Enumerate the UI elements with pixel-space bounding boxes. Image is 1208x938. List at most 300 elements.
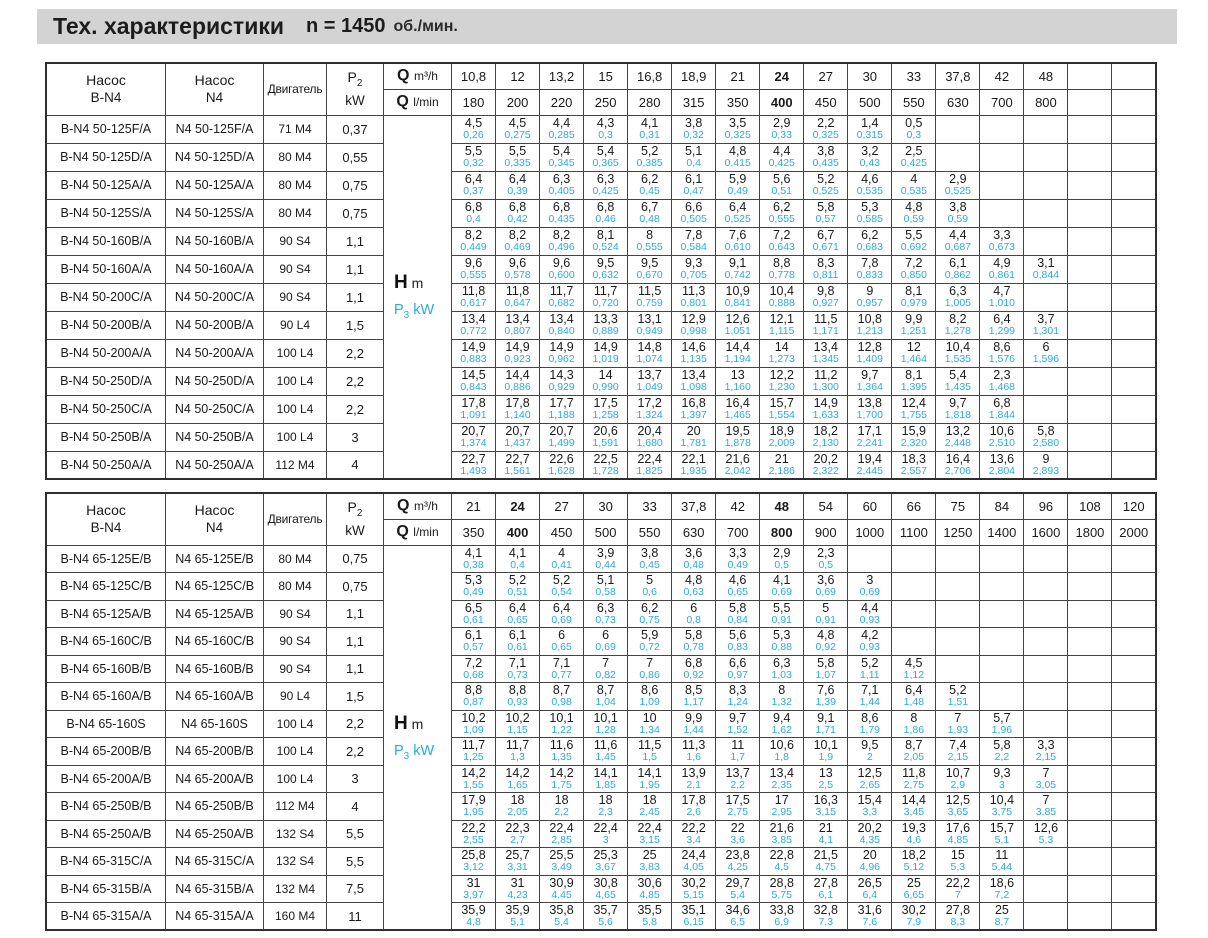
data-cell	[672, 573, 716, 601]
head-m-value: 6,4	[508, 171, 527, 186]
data-cell	[1068, 423, 1112, 451]
data-cell	[892, 683, 936, 711]
data-cell	[760, 793, 804, 821]
head-m-value: 4,1	[464, 545, 483, 560]
data-cell	[716, 395, 760, 423]
p3-kw-value: 0,51	[507, 586, 528, 598]
head-m-value: 9,9	[905, 311, 923, 326]
data-cell	[584, 628, 628, 656]
p3-kw-value: 0,75	[639, 613, 660, 626]
data-cell	[452, 339, 496, 367]
p3-kw-value: 1,700	[856, 408, 883, 421]
head-m-value: 5,2	[817, 171, 835, 186]
data-cell	[1024, 848, 1068, 876]
data-cell	[892, 765, 936, 793]
data-cell	[1068, 875, 1112, 903]
head-m-value: 6,1	[508, 628, 527, 642]
p3-kw-value: 2,3	[598, 806, 613, 818]
data-cell	[716, 143, 760, 171]
p3-kw-value: 1,576	[988, 352, 1016, 365]
data-cell	[1024, 255, 1068, 283]
pump-b-name: B-N4 65-200A/B	[46, 765, 166, 793]
head-m-value: 22,7	[461, 451, 486, 466]
head-m-value: 3,8	[684, 115, 703, 130]
p3-kw-value: 2,85	[551, 833, 572, 846]
head-m-value: 4,7	[993, 283, 1011, 298]
data-cell	[1112, 738, 1156, 766]
q-m3h-value: 27	[804, 63, 848, 89]
data-cell	[628, 600, 672, 628]
p3-kw-value: 0,69	[595, 641, 616, 653]
head-m-value: 13,6	[989, 451, 1015, 466]
q-m3h-value: 24	[760, 63, 804, 89]
q-lmin-value: 220	[540, 89, 584, 115]
head-m-value: 11,3	[681, 738, 706, 752]
data-cell	[496, 545, 540, 573]
q-m3h-value: 18,9	[672, 63, 716, 89]
col-header-p2: $P_2$ kW	[327, 493, 384, 545]
head-m-value: 6,4	[508, 600, 527, 615]
p2-value: 2,2	[327, 395, 384, 423]
data-cell	[1112, 143, 1156, 171]
p3-kw-value: 4,65	[595, 888, 616, 901]
head-m-value: 27,8	[813, 875, 838, 890]
data-cell	[760, 143, 804, 171]
data-cell	[1068, 600, 1112, 628]
head-m-value: 4,4	[949, 227, 967, 242]
head-m-value: 2,3	[993, 367, 1011, 382]
data-cell	[584, 793, 628, 821]
p3-kw-value: 2,35	[771, 778, 792, 791]
p3-kw-value: 1,755	[900, 408, 927, 421]
p2-value: 0,55	[327, 143, 384, 171]
data-cell	[848, 710, 892, 738]
head-m-value: 11	[731, 738, 745, 752]
data-cell	[848, 848, 892, 876]
p3-kw-value: 1,825	[636, 464, 663, 477]
p3-kw-value: 0,833	[856, 268, 883, 281]
data-cell	[716, 903, 760, 931]
head-m-value: 8,1	[596, 227, 615, 242]
head-m-value: 6,3	[949, 283, 967, 298]
data-cell	[892, 367, 936, 395]
head-m-value: 4,8	[684, 573, 703, 587]
pump-n-name: N4 50-125A/A	[166, 171, 264, 199]
data-cell	[672, 395, 716, 423]
data-cell	[496, 600, 540, 628]
p3-kw-value: 1,09	[463, 723, 484, 736]
p3-kw-value: 0,73	[507, 668, 528, 681]
p3-kw-value: 0,949	[636, 324, 663, 337]
data-cell	[936, 765, 980, 793]
p3-kw-value: 1,935	[680, 464, 707, 477]
data-cell	[584, 848, 628, 876]
p3-kw-value: 1,561	[504, 464, 531, 477]
pump-b-name: B-N4 50-250C/A	[46, 395, 166, 423]
p3-kw-value: 0,33	[771, 128, 792, 141]
q-m3h-value: 120	[1112, 493, 1156, 519]
p3-kw-value: 0,886	[504, 380, 531, 393]
data-cell	[980, 199, 1024, 227]
head-m-value: 9,6	[552, 255, 571, 270]
p3-kw-value: 1,300	[812, 380, 839, 393]
q-lmin-value: 450	[804, 89, 848, 115]
head-m-value: 3,6	[684, 545, 703, 560]
table-row	[46, 793, 1156, 821]
p3-kw-value: 0,883	[460, 352, 487, 365]
p3-kw-value: 0,385	[636, 156, 663, 169]
q-m3h-value: 60	[848, 493, 892, 519]
head-m-value: 2,9	[773, 115, 791, 130]
p3-kw-value: 5,4	[730, 888, 745, 901]
p3-kw-value: 0,647	[504, 296, 531, 309]
head-m-value: 9,6	[464, 255, 483, 270]
p3-kw-value: 1,345	[812, 352, 839, 365]
p3-kw-value: 0,49	[727, 558, 748, 571]
p3-kw-value: 0,54	[551, 586, 572, 598]
head-m-value: 22,4	[637, 820, 662, 835]
p3-kw-value: 0,435	[548, 212, 575, 225]
data-cell	[540, 143, 584, 171]
head-m-value: 25,8	[461, 848, 486, 862]
p3-kw-value: 0,844	[1032, 268, 1060, 281]
table-65-series	[45, 492, 1157, 931]
motor-size: 90 L4	[264, 311, 327, 339]
data-cell	[540, 573, 584, 601]
data-cell	[672, 451, 716, 479]
data-cell	[980, 600, 1024, 628]
head-m-value: 17,8	[505, 395, 530, 410]
data-cell	[980, 283, 1024, 311]
head-m-value: 21,5	[813, 848, 838, 862]
p3-kw-value: 2,448	[944, 436, 971, 449]
p3-kw-value: 1,628	[548, 464, 575, 477]
data-cell	[540, 903, 584, 931]
p3-kw-value: 0,47	[683, 184, 704, 197]
head-m-value: 14,4	[725, 339, 750, 354]
p2-value: 4	[327, 451, 384, 479]
p3-kw-value: 3,75	[991, 806, 1013, 818]
data-cell	[672, 903, 716, 931]
p3-kw-value: 3,83	[639, 861, 660, 873]
p3-kw-value: 0,46	[595, 212, 616, 225]
p3-kw-value: 0,801	[680, 296, 707, 309]
data-cell	[496, 628, 540, 656]
col-header-pump-n: Насос N4	[166, 493, 264, 545]
table-row	[46, 143, 1156, 171]
p2-value: 1,5	[327, 311, 384, 339]
head-m-value: 11,7	[593, 283, 618, 298]
p2-value: 5,5	[327, 848, 384, 876]
head-m-value: 4,2	[861, 628, 879, 642]
q-m3h-value: 33	[892, 63, 936, 89]
p3-kw-value: 1,28	[595, 723, 616, 736]
head-m-value: 8,8	[773, 255, 791, 270]
data-cell	[892, 227, 936, 255]
data-cell	[760, 820, 804, 848]
p3-kw-value: 0,275	[504, 128, 531, 141]
motor-size: 132 M4	[264, 875, 327, 903]
head-m-value: 20,7	[549, 423, 574, 438]
p3-kw-value: 0,93	[859, 641, 881, 653]
head-m-value: 4,3	[596, 115, 615, 130]
data-cell	[848, 199, 892, 227]
head-m-value: 16,3	[813, 793, 838, 807]
data-cell	[980, 710, 1024, 738]
data-cell	[936, 903, 980, 931]
p3-kw-value: 5,44	[991, 861, 1013, 873]
q-lmin-value: 900	[804, 519, 848, 545]
p3-kw-value: 1,074	[636, 352, 663, 365]
head-m-value: 5,3	[861, 199, 879, 214]
q-m3h-value: 42	[980, 63, 1024, 89]
data-cell	[848, 283, 892, 311]
p3-kw-value: 0,979	[900, 296, 927, 309]
p3-kw-value: 0,811	[813, 268, 839, 281]
data-cell	[584, 451, 628, 479]
head-m-value: 17,1	[857, 423, 882, 438]
data-cell	[672, 820, 716, 848]
head-m-value: 33,8	[769, 902, 794, 917]
head-m-value: 7	[602, 655, 610, 670]
head-m-value: 8	[778, 683, 786, 697]
data-cell	[1024, 227, 1068, 255]
data-cell	[760, 848, 804, 876]
data-cell	[1024, 545, 1068, 573]
p3-kw-value: 2,2	[554, 806, 569, 818]
motor-size: 90 S4	[264, 628, 327, 656]
p3-kw-value: 0,578	[504, 268, 531, 281]
data-cell	[936, 339, 980, 367]
p3-kw-value: 4,75	[815, 861, 836, 873]
pump-n-name: N4 65-125A/B	[166, 600, 264, 628]
data-cell	[1068, 683, 1112, 711]
p3-kw-value: 1,8	[774, 751, 790, 763]
p3-kw-value: 0,59	[947, 212, 969, 225]
data-cell	[540, 255, 584, 283]
q-m3h-row	[46, 63, 1156, 89]
table-row	[46, 171, 1156, 199]
data-cell	[496, 227, 540, 255]
p3-kw-value: 0,505	[680, 212, 707, 225]
data-cell	[936, 171, 980, 199]
p3-kw-value: 0,92	[815, 641, 836, 653]
data-cell	[540, 395, 584, 423]
data-cell	[760, 545, 804, 573]
head-m-value: 31	[510, 875, 525, 890]
head-m-value: 13,1	[637, 311, 662, 326]
pump-b-name: B-N4 50-250A/A	[46, 451, 166, 479]
head-m-value: 10	[642, 710, 657, 725]
data-cell	[1068, 655, 1112, 683]
col-header-pump-b: Насос B-N4	[46, 493, 166, 545]
data-cell	[672, 710, 716, 738]
table-row	[46, 395, 1156, 423]
data-cell	[936, 655, 980, 683]
head-m-value: 14,9	[549, 339, 574, 354]
data-cell	[584, 367, 628, 395]
p3-kw-value: 0,496	[548, 240, 575, 253]
head-m-value: 10,8	[857, 311, 882, 326]
data-cell	[892, 820, 936, 848]
data-cell	[452, 765, 496, 793]
data-cell	[540, 738, 584, 766]
p3-kw-value: 0,285	[548, 128, 575, 141]
p3-kw-value: 2,2	[994, 751, 1010, 763]
data-cell	[980, 143, 1024, 171]
p3-kw-value: 0,555	[636, 240, 663, 253]
table-row	[46, 848, 1156, 876]
p3-kw-value: 1,03	[771, 668, 792, 681]
data-cell	[716, 545, 760, 573]
data-cell	[980, 628, 1024, 656]
data-cell	[496, 875, 540, 903]
head-m-value: 22,8	[769, 848, 794, 862]
data-cell	[848, 628, 892, 656]
head-m-value: 13	[818, 765, 833, 780]
data-cell	[584, 765, 628, 793]
data-cell	[980, 395, 1024, 423]
p3-kw-value: 4,6	[906, 833, 922, 846]
data-cell	[804, 227, 848, 255]
data-cell	[540, 115, 584, 143]
p3-kw-value: 1,493	[460, 464, 487, 477]
p3-kw-value: 1,48	[903, 696, 925, 708]
data-cell	[628, 545, 672, 573]
head-m-value: 4,6	[861, 171, 879, 186]
head-m-value: 6,8	[684, 655, 703, 670]
head-m-value: 13,4	[769, 765, 794, 780]
p3-kw-value: 6,5	[730, 915, 745, 928]
data-cell	[584, 199, 628, 227]
q-lmin-value: 700	[980, 89, 1024, 115]
data-cell	[1024, 710, 1068, 738]
data-cell	[716, 227, 760, 255]
data-cell	[804, 628, 848, 656]
p3-kw-value: 5,75	[771, 888, 792, 901]
head-m-value: 5,9	[640, 628, 659, 642]
q-lmin-value: 700	[716, 519, 760, 545]
p3-kw-value: 0,807	[504, 324, 531, 337]
head-m-value: 3,8	[817, 143, 835, 158]
head-m-value: 13,4	[505, 311, 530, 326]
p3-kw-value: 0,61	[463, 613, 484, 626]
data-cell	[892, 710, 936, 738]
p3-kw-value: 4,25	[727, 861, 748, 873]
pump-b-name: B-N4 65-250A/B	[46, 820, 166, 848]
p3-kw-value: 0,405	[548, 184, 575, 197]
head-m-value: 32,8	[813, 902, 838, 917]
p3-kw-value: 2,186	[768, 464, 795, 477]
motor-size: 90 L4	[264, 683, 327, 711]
table-row	[46, 628, 1156, 656]
pump-n-name: N4 65-200B/B	[166, 738, 264, 766]
p3-kw-value: 2,05	[507, 806, 528, 818]
head-m-value: 11,8	[902, 765, 926, 780]
p3-kw-value: 0,525	[812, 184, 839, 197]
head-m-value: 16,4	[725, 395, 750, 410]
p3-kw-value: 3,85	[1035, 806, 1057, 818]
data-cell	[892, 600, 936, 628]
head-m-value: 3,7	[1037, 311, 1055, 326]
pump-n-name: N4 50-160A/A	[166, 255, 264, 283]
p3-kw-value: 0,61	[507, 641, 528, 653]
p3-kw-value: 0,93	[507, 696, 528, 708]
data-cell	[804, 793, 848, 821]
p3-kw-value: 2,009	[768, 436, 795, 449]
p3-kw-value: 1,781	[680, 436, 707, 449]
head-m-value: 13,8	[857, 395, 882, 410]
head-m-value: 35,5	[637, 902, 662, 917]
data-cell	[804, 545, 848, 573]
data-cell	[452, 171, 496, 199]
pump-n-name: N4 50-250D/A	[166, 367, 264, 395]
head-m-value: 14,3	[549, 367, 574, 382]
data-cell	[892, 738, 936, 766]
data-cell	[760, 311, 804, 339]
q-lmin-label: Q l/min	[384, 519, 452, 545]
head-m-value: 11,6	[549, 738, 574, 752]
head-m-value: 3,3	[993, 227, 1011, 242]
data-cell	[584, 115, 628, 143]
data-cell	[672, 683, 716, 711]
data-cell	[1024, 311, 1068, 339]
q-lmin-value: 500	[584, 519, 628, 545]
head-m-value: 4,5	[905, 655, 923, 670]
head-m-value: 25	[642, 848, 657, 862]
head-m-value: 7	[954, 710, 962, 725]
head-m-value: 10,1	[549, 710, 574, 725]
pump-b-name: B-N4 50-160B/A	[46, 227, 166, 255]
head-m-value: 22,4	[593, 820, 618, 835]
data-cell	[672, 227, 716, 255]
q-lmin-value: 550	[892, 89, 936, 115]
pump-b-name: B-N4 65-125A/B	[46, 600, 166, 628]
p3-kw-value: 1,299	[988, 324, 1016, 337]
p3-kw-value: 0,3	[598, 128, 613, 141]
head-m-value: 12	[906, 339, 921, 354]
head-m-value: 5,4	[596, 143, 615, 158]
data-cell	[848, 545, 892, 573]
head-m-value: 16,8	[681, 395, 706, 410]
p3-kw-value: 0,469	[504, 240, 531, 253]
head-m-value: 13,4	[681, 367, 706, 382]
data-cell	[892, 545, 936, 573]
head-m-value: 6	[558, 628, 566, 642]
data-cell	[892, 903, 936, 931]
pump-n-name: N4 50-200C/A	[166, 283, 264, 311]
data-cell	[804, 423, 848, 451]
p3-kw-value: 0,335	[504, 156, 531, 169]
p3-kw-value: 0,425	[768, 156, 795, 169]
head-m-value: 14,4	[901, 793, 926, 807]
data-cell	[804, 367, 848, 395]
p3-kw-value: 1,019	[592, 352, 619, 365]
p3-kw-value: 0,524	[592, 240, 619, 253]
p3-kw-value: 0,32	[683, 128, 704, 141]
p3-kw-value: 1,591	[592, 436, 619, 449]
head-m-value: 11,7	[461, 738, 486, 752]
head-m-value: 30,9	[549, 875, 574, 890]
p3-kw-value: 1,499	[548, 436, 575, 449]
head-m-value: 6,1	[949, 255, 967, 270]
head-m-value: 20,4	[637, 423, 662, 438]
head-m-value: 34,6	[725, 902, 750, 917]
motor-size: 80 M4	[264, 171, 327, 199]
p3-kw-value: 0,57	[463, 641, 484, 653]
head-m-value: 9,5	[861, 738, 879, 752]
head-m-value: 6,4	[552, 600, 571, 615]
